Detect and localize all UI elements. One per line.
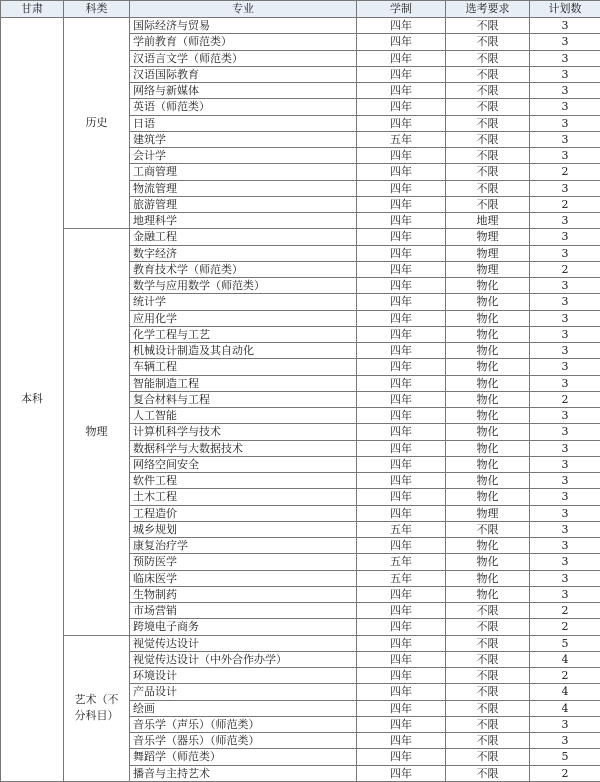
requirement-cell: 物理	[446, 245, 530, 261]
duration-cell: 四年	[357, 229, 446, 245]
duration-cell: 五年	[357, 554, 446, 570]
requirement-cell: 不限	[446, 83, 530, 99]
major-cell: 地理科学	[130, 213, 357, 229]
major-cell: 视觉传达设计	[130, 635, 357, 651]
major-cell: 康复治疗学	[130, 538, 357, 554]
plan-count-cell: 3	[530, 375, 600, 391]
duration-cell: 四年	[357, 245, 446, 261]
plan-count-cell: 3	[530, 343, 600, 359]
major-cell: 计算机科学与技术	[130, 424, 357, 440]
major-cell: 会计学	[130, 148, 357, 164]
duration-cell: 四年	[357, 505, 446, 521]
duration-cell: 四年	[357, 294, 446, 310]
requirement-cell: 不限	[446, 716, 530, 732]
plan-count-cell: 3	[530, 148, 600, 164]
requirement-cell: 不限	[446, 34, 530, 50]
major-cell: 生物制药	[130, 586, 357, 602]
duration-cell: 四年	[357, 586, 446, 602]
requirement-cell: 不限	[446, 684, 530, 700]
level-cell: 本科	[1, 18, 64, 782]
requirement-cell: 物理	[446, 229, 530, 245]
requirement-cell: 不限	[446, 668, 530, 684]
requirement-cell: 物化	[446, 343, 530, 359]
major-cell: 教育技术学（师范类）	[130, 261, 357, 277]
requirement-cell: 物化	[446, 294, 530, 310]
plan-count-cell: 2	[530, 668, 600, 684]
major-cell: 金融工程	[130, 229, 357, 245]
duration-cell: 四年	[357, 326, 446, 342]
duration-cell: 四年	[357, 99, 446, 115]
duration-cell: 四年	[357, 278, 446, 294]
requirement-cell: 不限	[446, 196, 530, 212]
plan-count-cell: 3	[530, 66, 600, 82]
plan-count-cell: 3	[530, 586, 600, 602]
major-cell: 日语	[130, 115, 357, 131]
major-cell: 复合材料与工程	[130, 391, 357, 407]
duration-cell: 四年	[357, 749, 446, 765]
requirement-cell: 不限	[446, 50, 530, 66]
requirement-cell: 物化	[446, 424, 530, 440]
requirement-cell: 不限	[446, 765, 530, 781]
requirement-cell: 不限	[446, 164, 530, 180]
major-cell: 物流管理	[130, 180, 357, 196]
duration-cell: 四年	[357, 700, 446, 716]
major-cell: 播音与主持艺术	[130, 765, 357, 781]
plan-count-cell: 2	[530, 603, 600, 619]
requirement-cell: 不限	[446, 733, 530, 749]
major-cell: 环境设计	[130, 668, 357, 684]
duration-cell: 四年	[357, 180, 446, 196]
duration-cell: 四年	[357, 408, 446, 424]
requirement-cell: 不限	[446, 99, 530, 115]
requirement-cell: 不限	[446, 180, 530, 196]
duration-cell: 四年	[357, 538, 446, 554]
duration-cell: 四年	[357, 733, 446, 749]
requirement-cell: 物化	[446, 489, 530, 505]
duration-cell: 四年	[357, 261, 446, 277]
major-cell: 数字经济	[130, 245, 357, 261]
requirement-cell: 物化	[446, 538, 530, 554]
duration-cell: 四年	[357, 148, 446, 164]
plan-count-cell: 2	[530, 196, 600, 212]
plan-count-cell: 3	[530, 733, 600, 749]
major-cell: 舞蹈学（师范类）	[130, 749, 357, 765]
major-cell: 视觉传达设计（中外合作办学）	[130, 651, 357, 667]
duration-cell: 五年	[357, 521, 446, 537]
requirement-cell: 物理	[446, 505, 530, 521]
duration-cell: 四年	[357, 489, 446, 505]
major-cell: 数据科学与大数据技术	[130, 440, 357, 456]
major-cell: 人工智能	[130, 408, 357, 424]
table-row	[1, 635, 600, 651]
plan-count-cell: 3	[530, 359, 600, 375]
duration-cell: 四年	[357, 50, 446, 66]
requirement-cell: 不限	[446, 18, 530, 34]
major-cell: 产品设计	[130, 684, 357, 700]
header-row	[1, 1, 600, 18]
major-cell: 机械设计制造及其自动化	[130, 343, 357, 359]
plan-count-cell: 3	[530, 294, 600, 310]
plan-count-cell: 5	[530, 749, 600, 765]
plan-count-cell: 3	[530, 489, 600, 505]
major-cell: 数学与应用数学（师范类）	[130, 278, 357, 294]
major-cell: 音乐学（器乐）（师范类）	[130, 733, 357, 749]
duration-cell: 四年	[357, 635, 446, 651]
requirement-cell: 不限	[446, 66, 530, 82]
plan-count-cell: 3	[530, 99, 600, 115]
table-row	[1, 18, 600, 34]
plan-count-cell: 3	[530, 34, 600, 50]
major-cell: 统计学	[130, 294, 357, 310]
plan-count-cell: 3	[530, 180, 600, 196]
major-cell: 应用化学	[130, 310, 357, 326]
major-cell: 预防医学	[130, 554, 357, 570]
requirement-cell: 物化	[446, 359, 530, 375]
duration-cell: 四年	[357, 18, 446, 34]
requirement-cell: 不限	[446, 521, 530, 537]
plan-count-cell: 3	[530, 326, 600, 342]
plan-count-cell: 3	[530, 213, 600, 229]
duration-cell: 四年	[357, 684, 446, 700]
major-cell: 建筑学	[130, 131, 357, 147]
major-cell: 临床医学	[130, 570, 357, 586]
duration-cell: 四年	[357, 66, 446, 82]
plan-count-cell: 3	[530, 131, 600, 147]
plan-count-cell: 3	[530, 473, 600, 489]
table-row	[1, 229, 600, 245]
plan-count-cell: 3	[530, 521, 600, 537]
requirement-cell: 不限	[446, 651, 530, 667]
major-cell: 汉语言文学（师范类）	[130, 50, 357, 66]
duration-cell: 四年	[357, 196, 446, 212]
table-body	[1, 18, 600, 782]
plan-count-cell: 3	[530, 456, 600, 472]
duration-cell: 四年	[357, 34, 446, 50]
requirement-cell: 不限	[446, 635, 530, 651]
requirement-cell: 物化	[446, 456, 530, 472]
duration-cell: 五年	[357, 570, 446, 586]
subject-category-cell: 历史	[64, 18, 130, 229]
plan-count-cell: 3	[530, 505, 600, 521]
plan-count-cell: 3	[530, 538, 600, 554]
duration-cell: 五年	[357, 131, 446, 147]
major-cell: 音乐学（声乐）（师范类）	[130, 716, 357, 732]
plan-count-cell: 2	[530, 391, 600, 407]
plan-count-cell: 4	[530, 684, 600, 700]
major-cell: 汉语国际教育	[130, 66, 357, 82]
requirement-cell: 物化	[446, 310, 530, 326]
plan-count-cell: 3	[530, 424, 600, 440]
requirement-cell: 不限	[446, 131, 530, 147]
plan-count-cell: 3	[530, 18, 600, 34]
plan-count-cell: 3	[530, 115, 600, 131]
duration-cell: 四年	[357, 668, 446, 684]
plan-count-cell: 3	[530, 554, 600, 570]
duration-cell: 四年	[357, 651, 446, 667]
major-cell: 绘画	[130, 700, 357, 716]
header-duration: 学制	[357, 1, 446, 18]
plan-count-cell: 3	[530, 310, 600, 326]
requirement-cell: 物化	[446, 375, 530, 391]
major-cell: 化学工程与工艺	[130, 326, 357, 342]
requirement-cell: 物化	[446, 440, 530, 456]
duration-cell: 四年	[357, 164, 446, 180]
major-cell: 土木工程	[130, 489, 357, 505]
requirement-cell: 物理	[446, 261, 530, 277]
requirement-cell: 物化	[446, 570, 530, 586]
plan-count-cell: 3	[530, 83, 600, 99]
plan-count-cell: 3	[530, 278, 600, 294]
plan-count-cell: 3	[530, 229, 600, 245]
duration-cell: 四年	[357, 716, 446, 732]
requirement-cell: 不限	[446, 603, 530, 619]
requirement-cell: 地理	[446, 213, 530, 229]
duration-cell: 四年	[357, 619, 446, 635]
duration-cell: 四年	[357, 391, 446, 407]
duration-cell: 四年	[357, 343, 446, 359]
requirement-cell: 不限	[446, 700, 530, 716]
requirement-cell: 不限	[446, 148, 530, 164]
plan-count-cell: 2	[530, 619, 600, 635]
major-cell: 市场营销	[130, 603, 357, 619]
requirement-cell: 物化	[446, 326, 530, 342]
header-major: 专业	[130, 1, 357, 18]
major-cell: 智能制造工程	[130, 375, 357, 391]
duration-cell: 四年	[357, 310, 446, 326]
duration-cell: 四年	[357, 213, 446, 229]
duration-cell: 四年	[357, 765, 446, 781]
major-cell: 网络与新媒体	[130, 83, 357, 99]
major-cell: 学前教育（师范类）	[130, 34, 357, 50]
major-cell: 国际经济与贸易	[130, 18, 357, 34]
major-cell: 旅游管理	[130, 196, 357, 212]
plan-count-cell: 2	[530, 765, 600, 781]
requirement-cell: 物化	[446, 554, 530, 570]
plan-count-cell: 4	[530, 651, 600, 667]
plan-count-cell: 3	[530, 570, 600, 586]
requirement-cell: 物化	[446, 473, 530, 489]
major-cell: 软件工程	[130, 473, 357, 489]
requirement-cell: 物化	[446, 278, 530, 294]
plan-count-cell: 3	[530, 716, 600, 732]
header-province: 甘肃	[1, 1, 64, 18]
requirement-cell: 不限	[446, 749, 530, 765]
subject-category-cell: 艺术（不分科目）	[64, 635, 130, 781]
duration-cell: 四年	[357, 456, 446, 472]
requirement-cell: 不限	[446, 619, 530, 635]
major-cell: 跨境电子商务	[130, 619, 357, 635]
plan-count-cell: 2	[530, 261, 600, 277]
requirement-cell: 物化	[446, 391, 530, 407]
duration-cell: 四年	[357, 473, 446, 489]
plan-count-cell: 3	[530, 408, 600, 424]
duration-cell: 四年	[357, 440, 446, 456]
major-cell: 工商管理	[130, 164, 357, 180]
requirement-cell: 不限	[446, 115, 530, 131]
duration-cell: 四年	[357, 603, 446, 619]
plan-count-cell: 2	[530, 164, 600, 180]
plan-count-cell: 3	[530, 50, 600, 66]
duration-cell: 四年	[357, 83, 446, 99]
header-plan-count: 计划数	[530, 1, 600, 18]
plan-count-cell: 5	[530, 635, 600, 651]
major-cell: 车辆工程	[130, 359, 357, 375]
plan-count-cell: 4	[530, 700, 600, 716]
major-cell: 城乡规划	[130, 521, 357, 537]
major-cell: 英语（师范类）	[130, 99, 357, 115]
major-cell: 网络空间安全	[130, 456, 357, 472]
plan-count-cell: 3	[530, 440, 600, 456]
duration-cell: 四年	[357, 115, 446, 131]
major-cell: 工程造价	[130, 505, 357, 521]
requirement-cell: 物化	[446, 408, 530, 424]
duration-cell: 四年	[357, 359, 446, 375]
requirement-cell: 物化	[446, 586, 530, 602]
duration-cell: 四年	[357, 375, 446, 391]
header-subject-requirement: 选考要求	[446, 1, 530, 18]
subject-category-cell: 物理	[64, 229, 130, 635]
duration-cell: 四年	[357, 424, 446, 440]
header-subject-category: 科类	[64, 1, 130, 18]
plan-count-cell: 3	[530, 245, 600, 261]
